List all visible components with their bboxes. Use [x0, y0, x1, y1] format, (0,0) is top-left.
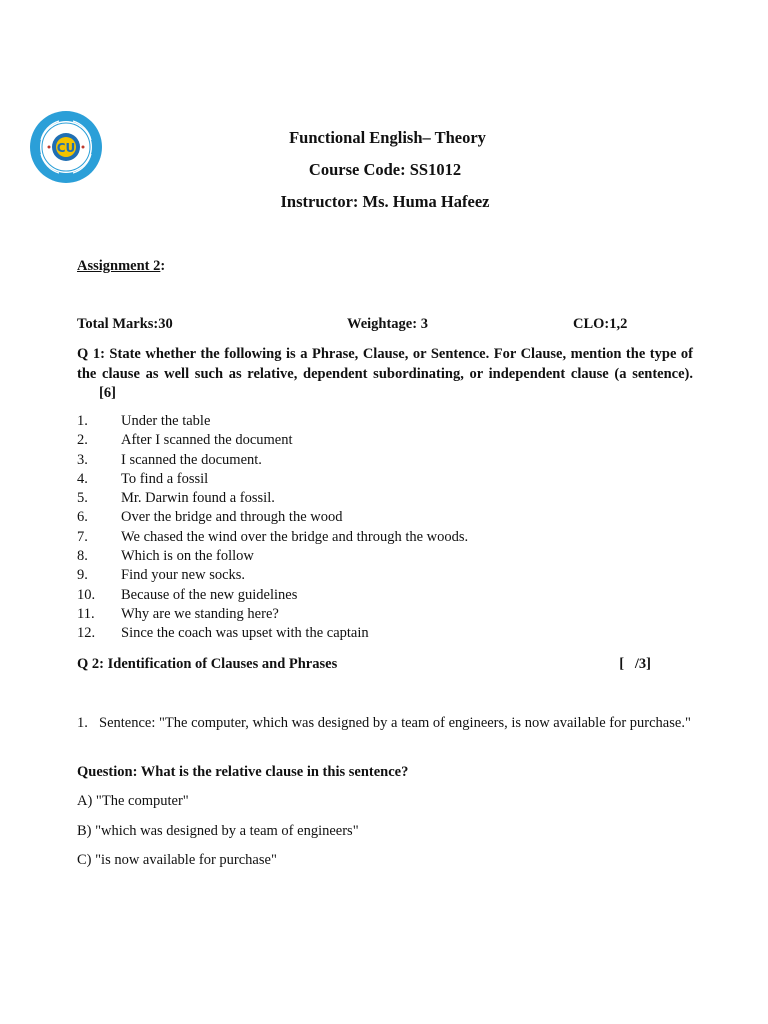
- option-b: B) "which was designed by a team of engineers": [77, 823, 359, 839]
- weightage: Weightage: 3: [347, 316, 428, 332]
- document-header: [150, 126, 620, 222]
- question-2-heading: [77, 656, 693, 673]
- list-item: 9. Find your new socks.: [77, 567, 246, 584]
- instructor-name: Instructor: Ms. Huma Hafeez: [280, 192, 490, 211]
- list-item: 5. Mr. Darwin found a fossil.: [77, 490, 275, 507]
- question-2-title: Q 2: Identification of Clauses and Phrases: [77, 656, 338, 672]
- sentence-text: Sentence: "The computer, which was designed by a team of engineers, is now available for purchase.": [99, 715, 691, 731]
- question-1-text: Q 1: State whether the following is a Phrase, Clause, or Sentence. For Clause, mention the type of the clause as well such as relative, dependent subordinating, or independent clause (a sentence).: [77, 346, 693, 382]
- list-item: 3. I scanned the document.: [77, 451, 262, 468]
- list-item: 12. Since the coach was upset with the captain: [77, 625, 369, 642]
- question-2-question: Question: What is the relative clause in this sentence?: [77, 764, 409, 780]
- university-seal-logo-icon: [29, 110, 103, 184]
- total-marks: Total Marks:30: [77, 316, 173, 332]
- assignment-heading: [77, 258, 165, 275]
- question-2-sentence: [77, 713, 693, 733]
- list-item: 4. To find a fossil: [77, 470, 209, 487]
- option-a: A) "The computer": [77, 793, 189, 809]
- question-1-list: [77, 412, 468, 644]
- question-2-marks: [ /3]: [619, 656, 651, 672]
- list-item: 8. Which is on the follow: [77, 548, 254, 565]
- option-c: C) "is now available for purchase": [77, 852, 277, 868]
- assignment-colon: :: [160, 258, 166, 274]
- svg-text:CU: CU: [56, 141, 76, 155]
- question-1-marks: [6]: [99, 385, 116, 401]
- sentence-number: 1.: [77, 715, 88, 731]
- list-item: 1. Under the table: [77, 413, 211, 429]
- assignment-title: Assignment 2: [77, 258, 161, 274]
- clo: CLO:1,2: [573, 316, 628, 332]
- course-title: Functional English– Theory: [289, 128, 486, 147]
- university-logo: [29, 110, 103, 184]
- list-item: 6. Over the bridge and through the wood: [77, 509, 343, 526]
- question-1-prompt: [77, 345, 693, 404]
- list-item: 7. We chased the wind over the bridge and through the woods.: [77, 528, 469, 545]
- list-item: 11. Why are we standing here?: [77, 605, 279, 622]
- list-item: 10. Because of the new guidelines: [77, 586, 298, 603]
- course-code: Course Code: SS1012: [308, 160, 462, 179]
- list-item: 2. After I scanned the document: [77, 432, 293, 449]
